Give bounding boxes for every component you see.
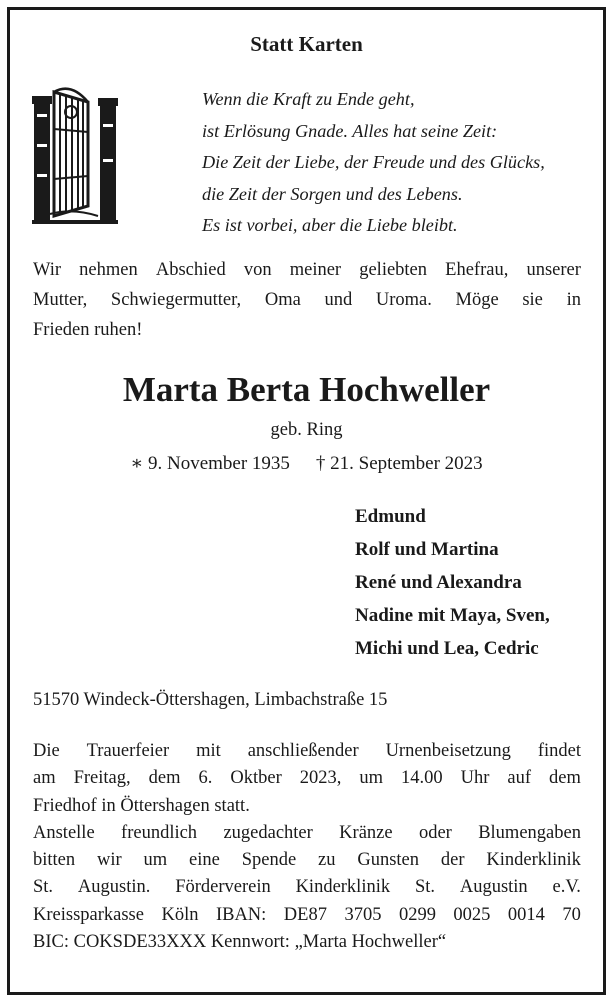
details-line: BIC: COKSDE33XXX Kennwort: „Marta Hochweller“	[33, 932, 447, 953]
open-garden-gate-icon	[32, 84, 118, 224]
family-line: Michi und Lea, Cedric	[355, 638, 539, 659]
family-line: René und Alexandra	[355, 572, 522, 593]
family-line: Rolf und Martina	[355, 539, 499, 560]
intro-line: Wir nehmen Abschied von meiner geliebten Ehefrau, unserer	[33, 260, 581, 280]
poem	[202, 84, 545, 242]
family-line: Edmund	[355, 506, 426, 527]
details-line: St. Augustin. Förderverein Kinderklinik St. Augustin e.V.	[33, 877, 581, 898]
details-line: Anstelle freundlich zugedachter Kränze oder Blumengaben	[33, 822, 581, 843]
details-line: am Freitag, dem 6. Oktber 2023, um 14.00 Uhr auf dem	[33, 768, 581, 789]
poem-line: Die Zeit der Liebe, der Freude und des Glücks,	[202, 152, 545, 172]
intro-line: Mutter, Schwiegermutter, Oma und Uroma. Möge sie in	[33, 290, 581, 310]
details-line: bitten wir um eine Spende zu Gunsten der Kinderklinik	[33, 850, 581, 871]
intro-text	[33, 255, 581, 345]
poem-line: die Zeit der Sorgen und des Lebens.	[202, 183, 463, 204]
details-line: Die Trauerfeier mit anschließender Urnenbeisetzung findet	[33, 741, 581, 761]
family-line: Nadine mit Maya, Sven,	[355, 605, 550, 626]
death-date: † 21. September 2023	[315, 453, 483, 474]
poem-line: Wenn die Kraft zu Ende geht,	[202, 89, 415, 109]
poem-line: ist Erlösung Gnade. Alles hat seine Zeit:	[202, 120, 498, 141]
life-dates	[0, 452, 613, 475]
intro-line: Frieden ruhen!	[33, 320, 143, 340]
details-line: Friedhof in Öttershagen statt.	[33, 795, 250, 816]
family-signatures	[355, 500, 550, 665]
maiden-name: geb. Ring	[270, 420, 343, 440]
birth-date: ∗ 9. November 1935	[130, 453, 290, 474]
address: 51570 Windeck-Öttershagen, Limbachstraße 15	[33, 690, 388, 710]
details-text	[33, 738, 581, 956]
poem-line: Es ist vorbei, aber die Liebe bleibt.	[202, 215, 458, 235]
details-line: Kreissparkasse Köln IBAN: DE87 3705 0299 0025 0014 70	[33, 904, 581, 925]
header-title: Statt Karten	[250, 32, 363, 56]
deceased-name: Marta Berta Hochweller	[122, 370, 491, 409]
